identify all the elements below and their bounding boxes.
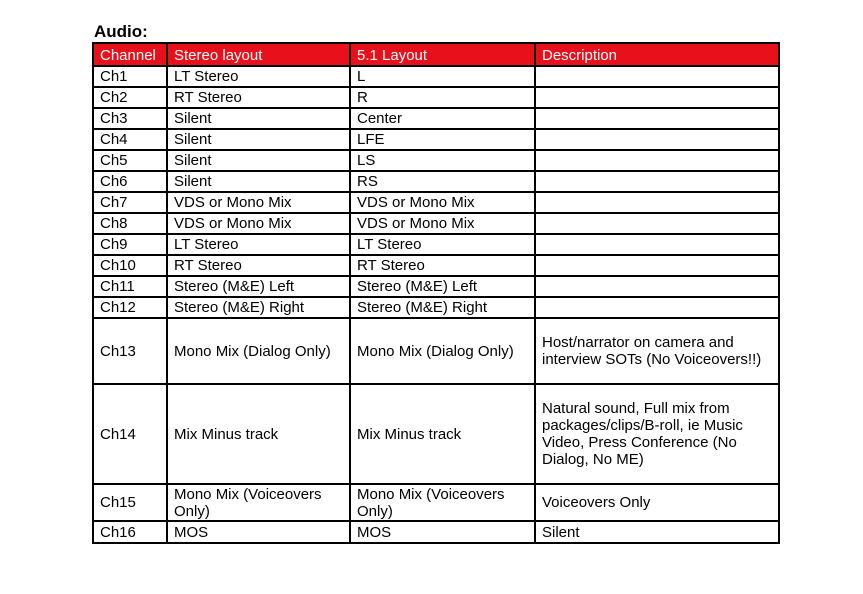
cell-channel: Ch8 bbox=[93, 213, 167, 234]
table-row bbox=[93, 484, 779, 521]
table-body bbox=[93, 66, 779, 543]
cell-surround: R bbox=[350, 87, 535, 108]
cell-description bbox=[535, 108, 779, 129]
cell-surround: Mix Minus track bbox=[350, 384, 535, 484]
cell-surround: Stereo (M&E) Left bbox=[350, 276, 535, 297]
cell-surround: RT Stereo bbox=[350, 255, 535, 276]
cell-channel: Ch11 bbox=[93, 276, 167, 297]
table-row bbox=[93, 150, 779, 171]
table-row bbox=[93, 276, 779, 297]
header-5-1-layout: 5.1 Layout bbox=[350, 43, 535, 66]
section-heading: Audio: bbox=[94, 22, 148, 41]
header-description: Description bbox=[535, 43, 779, 66]
cell-description bbox=[535, 234, 779, 255]
table-row bbox=[93, 297, 779, 318]
cell-stereo: Silent bbox=[167, 129, 350, 150]
cell-surround: LT Stereo bbox=[350, 234, 535, 255]
table-header-row bbox=[93, 43, 779, 66]
cell-description: Host/narrator on camera and interview SOTs (No Voiceovers!!) bbox=[535, 318, 779, 384]
table-row bbox=[93, 66, 779, 87]
cell-description: Natural sound, Full mix from packages/clips/B-roll, ie Music Video, Press Conference (No Dialog, No ME) bbox=[535, 384, 779, 484]
cell-surround: Mono Mix (Dialog Only) bbox=[350, 318, 535, 384]
table-row bbox=[93, 171, 779, 192]
cell-stereo: VDS or Mono Mix bbox=[167, 213, 350, 234]
cell-description bbox=[535, 171, 779, 192]
cell-stereo: Mono Mix (Voiceovers Only) bbox=[167, 484, 350, 521]
cell-surround: LFE bbox=[350, 129, 535, 150]
cell-surround: LS bbox=[350, 150, 535, 171]
cell-stereo: RT Stereo bbox=[167, 255, 350, 276]
cell-channel: Ch12 bbox=[93, 297, 167, 318]
table-row bbox=[93, 318, 779, 384]
table-row bbox=[93, 108, 779, 129]
cell-stereo: Stereo (M&E) Right bbox=[167, 297, 350, 318]
cell-stereo: LT Stereo bbox=[167, 234, 350, 255]
cell-channel: Ch3 bbox=[93, 108, 167, 129]
cell-stereo: Silent bbox=[167, 108, 350, 129]
cell-surround: Mono Mix (Voiceovers Only) bbox=[350, 484, 535, 521]
table-row bbox=[93, 87, 779, 108]
cell-description bbox=[535, 213, 779, 234]
cell-description bbox=[535, 192, 779, 213]
cell-description: Silent bbox=[535, 521, 779, 543]
cell-description bbox=[535, 66, 779, 87]
cell-stereo: LT Stereo bbox=[167, 66, 350, 87]
cell-channel: Ch14 bbox=[93, 384, 167, 484]
cell-channel: Ch5 bbox=[93, 150, 167, 171]
cell-surround: VDS or Mono Mix bbox=[350, 213, 535, 234]
cell-surround: RS bbox=[350, 171, 535, 192]
cell-stereo: Mono Mix (Dialog Only) bbox=[167, 318, 350, 384]
cell-channel: Ch7 bbox=[93, 192, 167, 213]
table-row bbox=[93, 255, 779, 276]
cell-description bbox=[535, 150, 779, 171]
table-row bbox=[93, 521, 779, 543]
cell-surround: Stereo (M&E) Right bbox=[350, 297, 535, 318]
cell-description bbox=[535, 276, 779, 297]
table-row bbox=[93, 129, 779, 150]
cell-description: Voiceovers Only bbox=[535, 484, 779, 521]
cell-channel: Ch1 bbox=[93, 66, 167, 87]
cell-channel: Ch6 bbox=[93, 171, 167, 192]
cell-channel: Ch10 bbox=[93, 255, 167, 276]
cell-surround: Center bbox=[350, 108, 535, 129]
cell-stereo: Silent bbox=[167, 150, 350, 171]
table-row bbox=[93, 234, 779, 255]
cell-stereo: Stereo (M&E) Left bbox=[167, 276, 350, 297]
table-row bbox=[93, 384, 779, 484]
table-row bbox=[93, 213, 779, 234]
cell-channel: Ch16 bbox=[93, 521, 167, 543]
cell-stereo: Mix Minus track bbox=[167, 384, 350, 484]
cell-channel: Ch15 bbox=[93, 484, 167, 521]
cell-stereo: MOS bbox=[167, 521, 350, 543]
cell-stereo: Silent bbox=[167, 171, 350, 192]
header-stereo-layout: Stereo layout bbox=[167, 43, 350, 66]
cell-surround: VDS or Mono Mix bbox=[350, 192, 535, 213]
cell-channel: Ch4 bbox=[93, 129, 167, 150]
cell-channel: Ch2 bbox=[93, 87, 167, 108]
cell-description bbox=[535, 297, 779, 318]
cell-stereo: RT Stereo bbox=[167, 87, 350, 108]
cell-description bbox=[535, 87, 779, 108]
table-row bbox=[93, 192, 779, 213]
audio-channel-table bbox=[92, 42, 780, 544]
cell-channel: Ch9 bbox=[93, 234, 167, 255]
header-channel: Channel bbox=[93, 43, 167, 66]
cell-description bbox=[535, 255, 779, 276]
cell-surround: L bbox=[350, 66, 535, 87]
cell-surround: MOS bbox=[350, 521, 535, 543]
cell-description bbox=[535, 129, 779, 150]
cell-channel: Ch13 bbox=[93, 318, 167, 384]
cell-stereo: VDS or Mono Mix bbox=[167, 192, 350, 213]
